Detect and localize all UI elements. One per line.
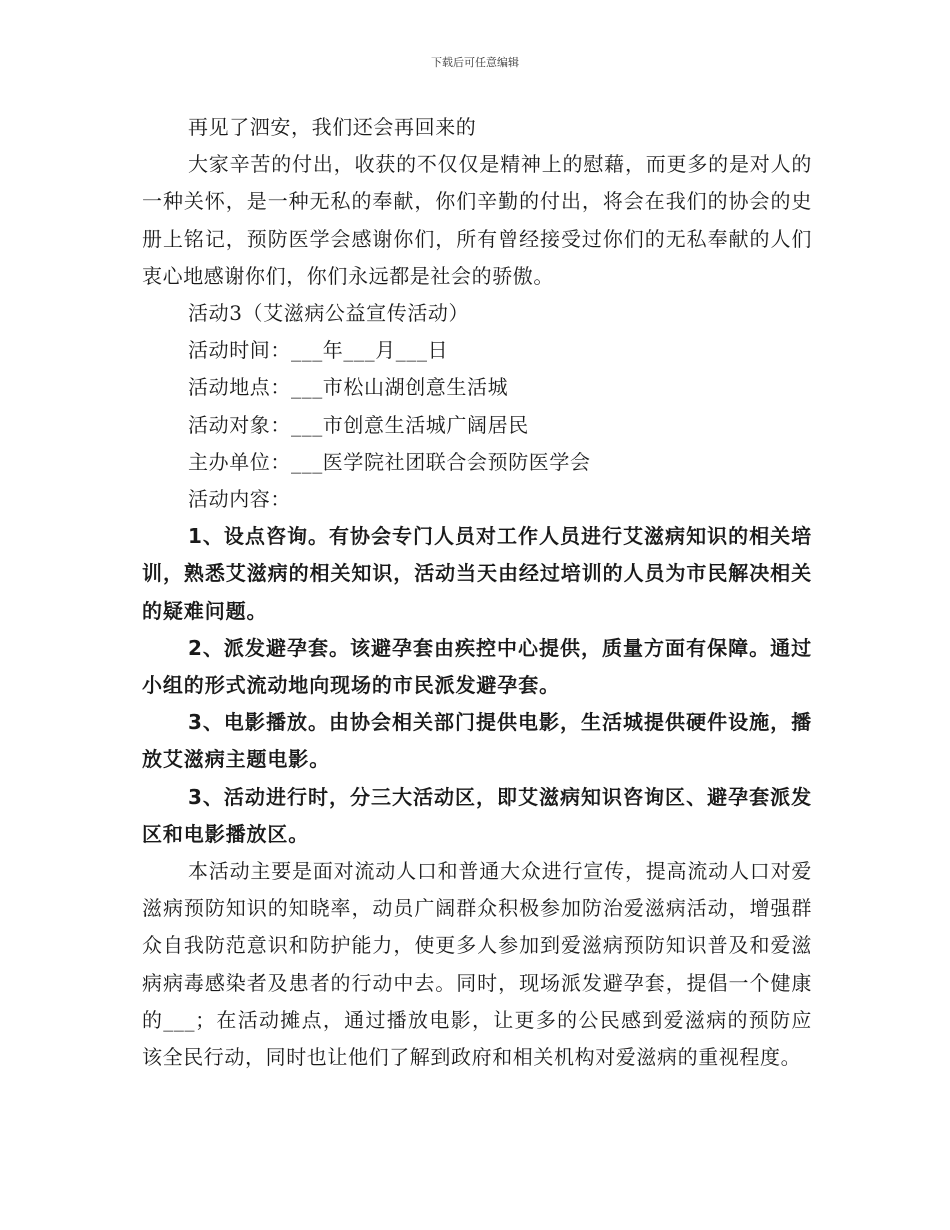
paragraph-farewell: 再见了泗安，我们还会再回来的 bbox=[188, 115, 477, 139]
content-item-distribution: 2、派发避孕套。该避孕套由疾控中心提供，质量方面有保障。通过小组的形式流动地向现场的市民派发避孕套。 bbox=[142, 635, 812, 698]
content-item-consultation: 1、设点咨询。有协会专门人员对工作人员进行艾滋病知识的相关培训，熟悉艾滋病的相关知识，活动当天由经过培训的人员为市民解决相关的疑难问题。 bbox=[142, 524, 812, 623]
content-item-movie: 3、电影播放。由协会相关部门提供电影，生活城提供硬件设施，播放艾滋病主题电影。 bbox=[142, 710, 812, 772]
activity-location: 活动地点：___市松山湖创意生活城 bbox=[188, 375, 509, 400]
page-header: 下载后可任意编辑 bbox=[431, 56, 519, 69]
activity-time: 活动时间：___年___月___日 bbox=[188, 338, 449, 363]
content-item-zones: 3、活动进行时，分三大活动区，即艾滋病知识咨询区、避孕套派发区和电影播放区。 bbox=[142, 784, 812, 846]
activity-content-label: 活动内容： bbox=[188, 487, 291, 512]
document-body bbox=[142, 109, 812, 1076]
activity-audience: 活动对象：___市创意生活城广阔居民 bbox=[188, 412, 529, 437]
activity-organizer: 主办单位：___医学院社团联合会预防医学会 bbox=[188, 449, 591, 474]
paragraph-summary: 本活动主要是面对流动人口和普通大众进行宣传，提高流动人口对爱滋病预防知识的知晓率，动员广阔群众积极参加防治爱滋病活动，增强群众自我防范意识和防护能力，使更多人参加到爱滋病预防知识普及和爱滋病病毒感染者及患者的行动中去。同时，现场派发避孕套，提倡一个健康的___；在活动摊点，通过播放电影，让更多的公民感到爱滋病的预防应该全民行动，同时也让他们了解到政府和相关机构对爱滋病的重视程度。 bbox=[142, 859, 812, 1070]
activity-title: 活动3（艾滋病公益宣传活动） bbox=[188, 301, 470, 326]
paragraph-thanks: 大家辛苦的付出，收获的不仅仅是精神上的慰藉，而更多的是对人的一种关怀，是一种无私的奉献，你们辛勤的付出，将会在我们的协会的史册上铭记，预防医学会感谢你们，所有曾经接受过你们的无私奉献的人们衷心地感谢你们，你们永远都是社会的骄傲。 bbox=[142, 152, 812, 288]
